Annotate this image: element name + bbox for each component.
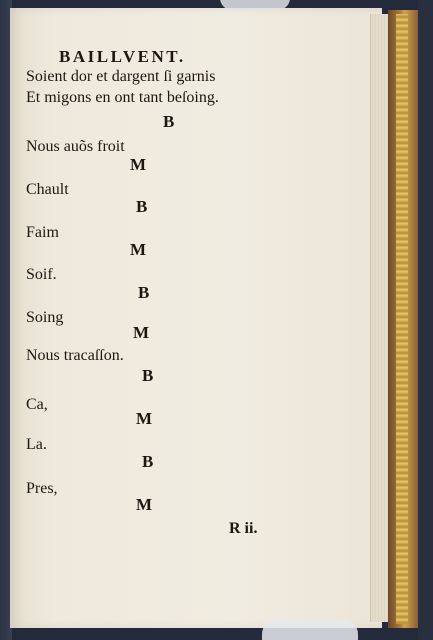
dialogue-line: Faim [26, 224, 59, 241]
speaker-mark: M [130, 240, 147, 259]
dialogue-line: Ca, [26, 396, 48, 413]
verse-line-1: Soient dor et dargent ſi garnis [26, 68, 216, 85]
background-right [418, 0, 433, 640]
signature-mark: R ii. [229, 520, 258, 537]
speaker-mark: M [130, 155, 147, 174]
gilt-edge [396, 14, 408, 624]
dialogue-line: La. [26, 436, 47, 453]
dialogue-line: Soif. [26, 266, 57, 283]
speaker-mark: M [136, 495, 153, 514]
dialogue-line: Nous tracaſſon. [26, 347, 124, 364]
dialogue-line: Soing [26, 309, 64, 326]
speaker-mark: B [142, 366, 154, 385]
page-clip-bottom [262, 620, 358, 640]
speaker-mark: B [142, 452, 154, 471]
verse-line-2: Et migons en ont tant beſoing. [26, 89, 219, 106]
page-fore-edge [370, 14, 389, 622]
dialogue-line: Nous auõs froit [26, 138, 125, 155]
speaker-mark: M [133, 323, 150, 342]
speaker-mark: B [136, 197, 148, 216]
speaker-mark: B [163, 112, 175, 131]
speaker-mark: M [136, 409, 153, 428]
dialogue-line: Pres, [26, 480, 58, 497]
dialogue-line: Chault [26, 181, 69, 198]
page-text [26, 0, 366, 600]
running-head: BAILLVENT. [59, 47, 186, 66]
speaker-mark: B [138, 283, 150, 302]
